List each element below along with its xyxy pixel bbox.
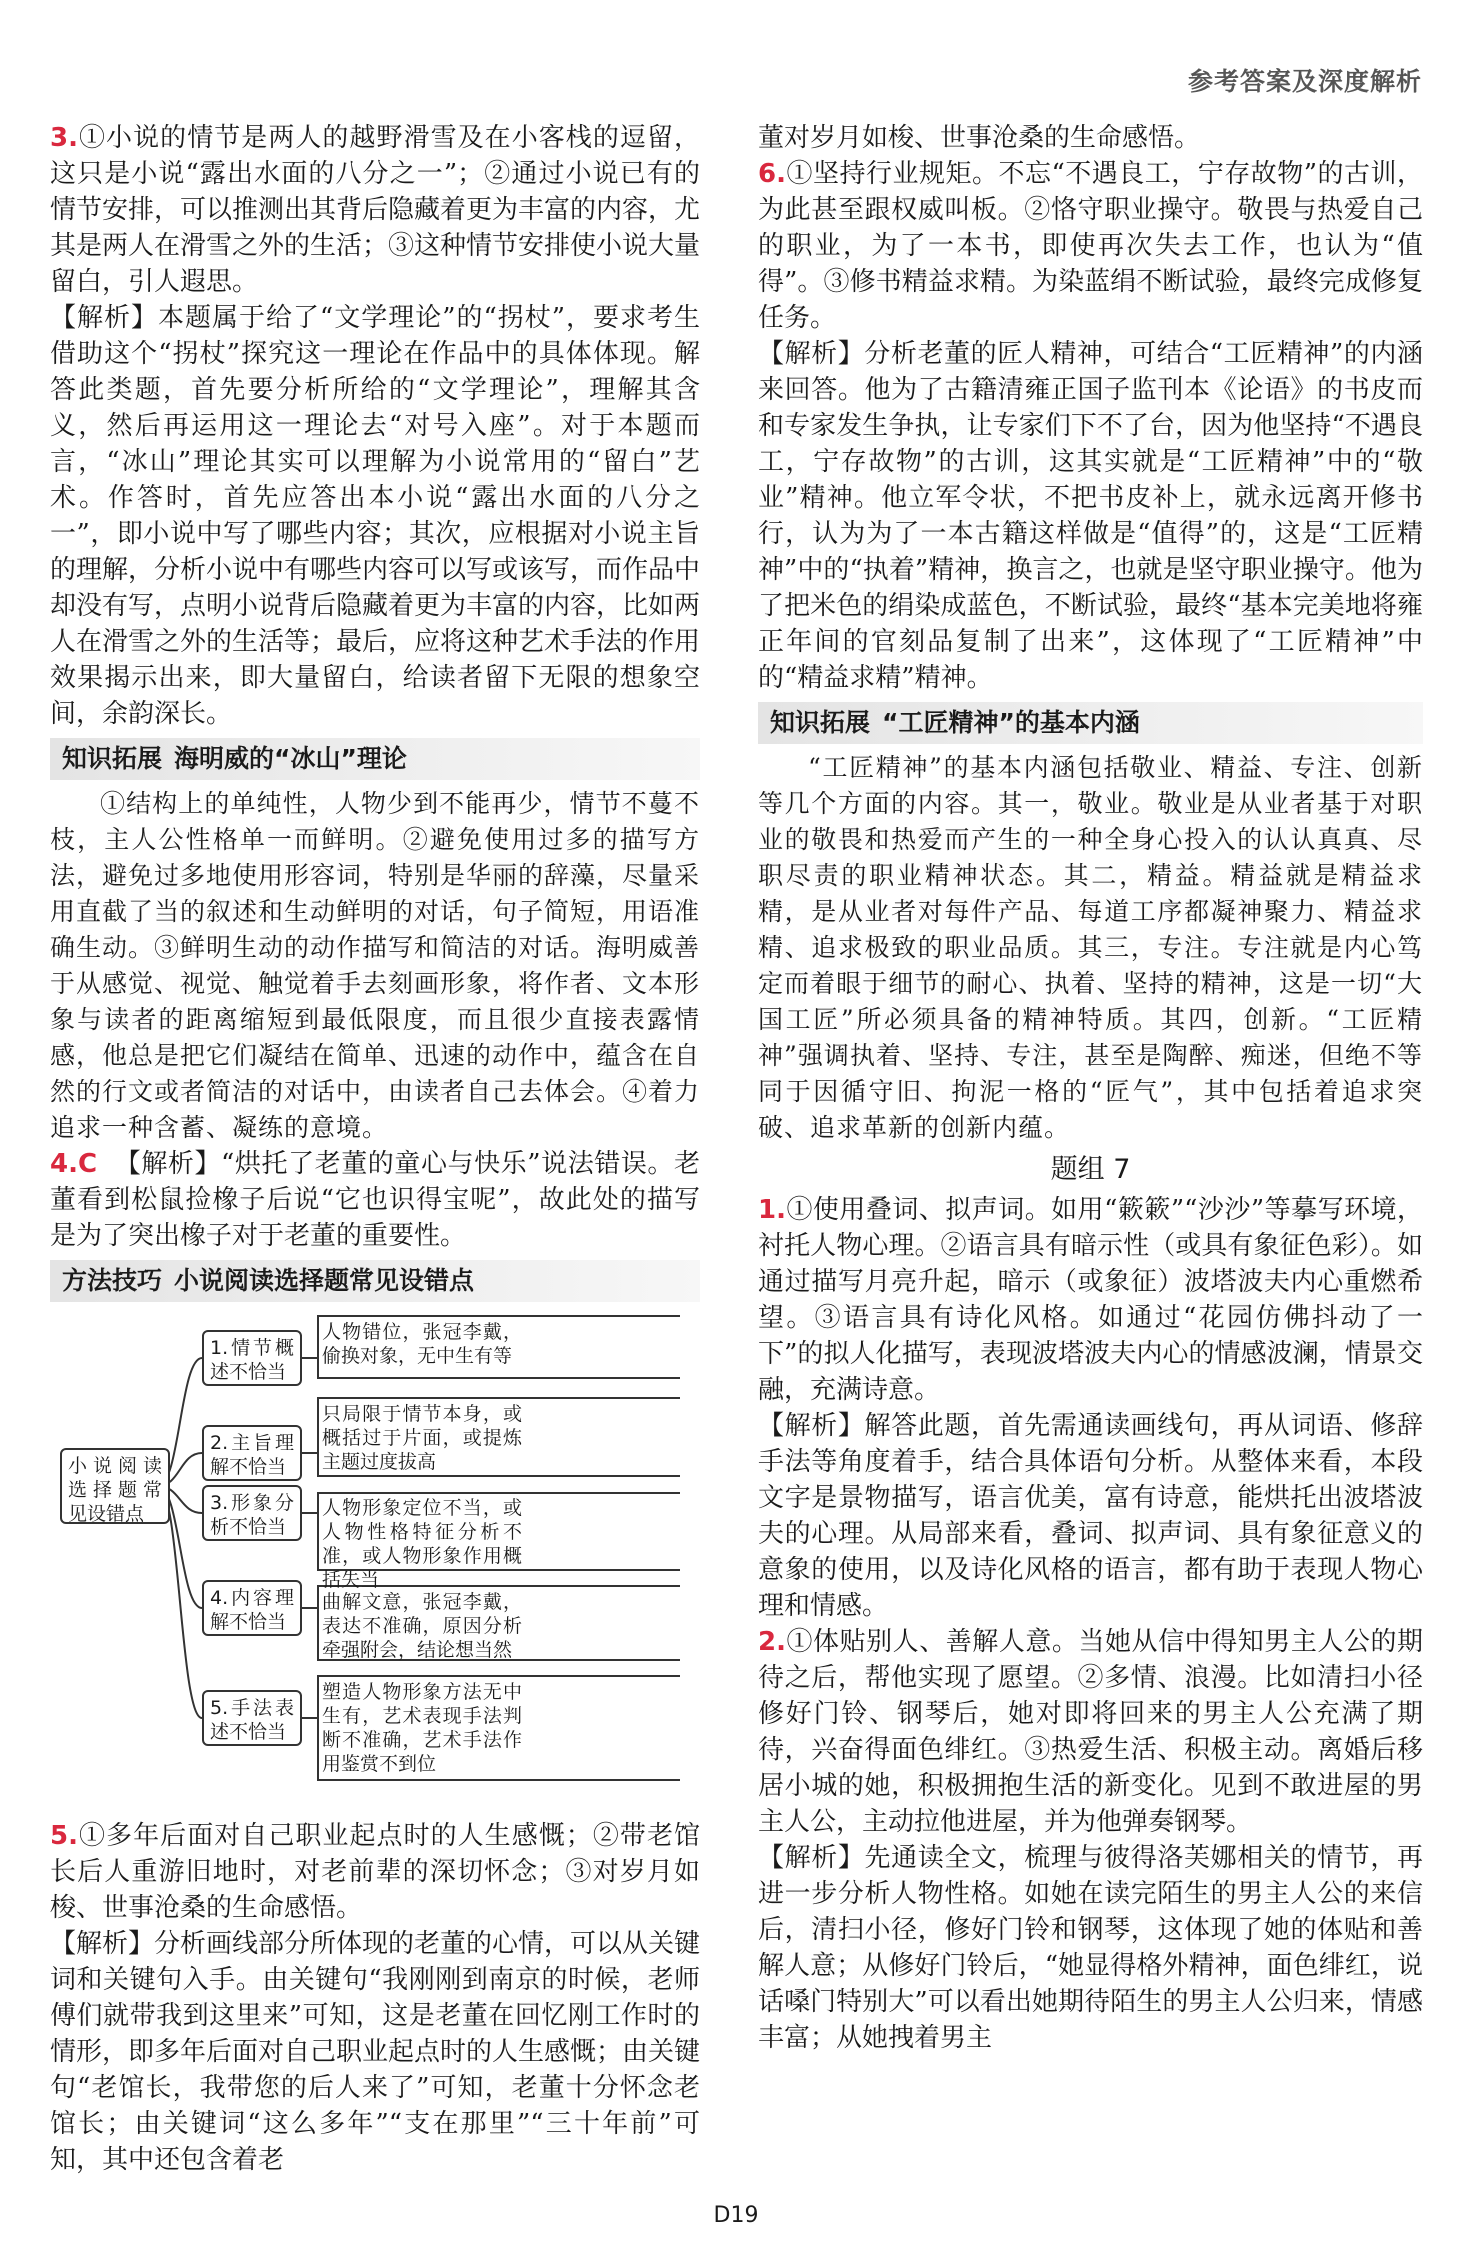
method-label: 方法技巧 [62, 1266, 163, 1295]
mindmap-branch-4: 4.内容理解不恰当 [202, 1580, 302, 1636]
mindmap-desc-1: 人物错位，张冠李戴，偷换对象，无中生有等 [322, 1321, 522, 1367]
g2-answer [758, 1624, 1423, 1840]
knowledge-title: “工匠精神”的基本内涵 [882, 708, 1140, 737]
left-column [50, 120, 700, 2178]
mindmap-desc-2: 只局限于情节本身，或概括过于片面，或提炼主题过度拔高 [322, 1403, 522, 1473]
knowledge-bar-craftsman [758, 702, 1423, 744]
q6-answer [758, 156, 1423, 336]
mindmap-desc-3: 人物形象定位不当，或人物性格特征分析不准，或人物形象作用概括失当 [322, 1497, 522, 1591]
method-title: 小说阅读选择题常见设错点 [174, 1266, 475, 1295]
mindmap-branch-3: 3.形象分析不恰当 [202, 1485, 302, 1541]
mindmap-branch-2: 2.主旨理解不恰当 [202, 1425, 302, 1481]
page-number: D19 [713, 2203, 759, 2228]
mindmap-desc-4: 曲解文意，张冠李戴，表达不准确，原因分析牵强附会，结论想当然 [322, 1591, 522, 1661]
g2-number: 2. [758, 1627, 786, 1657]
q5-answer-text: ①多年后面对自己职业起点时的人生感慨；②带老馆长后人重游旧地时，对老前辈的深切怀念；③对岁月如梭、世事沧桑的生命感悟。 [50, 1821, 700, 1923]
g2-answer-text: ①体贴别人、善解人意。当她从信中得知男主人公的期待之后，帮他实现了愿望。②多情、浪漫。比如清扫小径修好门铃、钢琴后，她对即将回来的男主人公充满了期待，兴奋得面色绯红。③热爱生活、积极主动。离婚后移居小城的她，积极拥抱生活的新变化。见到不敢进屋的男主人公，主动拉他进屋，并为他弹奏钢琴。 [758, 1627, 1423, 1837]
knowledge-title: 海明威的“冰山”理论 [174, 744, 407, 773]
q5-answer [50, 1818, 700, 1926]
mindmap-branch-1: 1.情节概述不恰当 [202, 1330, 302, 1386]
craftsman-spirit-text: “工匠精神”的基本内涵包括敬业、精益、专注、创新等几个方面的内容。其一，敬业。敬业是从业者基于对职业的敬畏和热爱而产生的一种全身心投入的认认真真、尽职尽责的职业精神状态。其二，精益。精益就是精益求精，是从业者对每件产品、每道工序都凝神聚力、精益求精、追求极致的职业品质。其三，专注。专注就是内心笃定而着眼于细节的耐心、执着、坚持的精神，这是一切“大国工匠”所必须具备的精神特质。其四，创新。“工匠精神”强调执着、坚持、专注，甚至是陶醉、痴迷，但绝不等同于因循守旧、拘泥一格的“匠气”，其中包括着追求突破、追求革新的创新内蕴。 [758, 753, 1423, 1142]
g2-analysis: 【解析】先通读全文，梳理与彼得洛芙娜相关的情节，再进一步分析人物性格。如她在读完陌生的男主人公的来信后，清扫小径，修好门铃和钢琴，这体现了她的体贴和善解人意；从修好门铃后，“她显得格外精神，面色绯红，说话嗓门特别大”可以看出她期待陌生的男主人公归来，情感丰富；从她拽着男主 [758, 1843, 1423, 2053]
g1-answer-text: ①使用叠词、拟声词。如用“簌簌”“沙沙”等摹写环境，衬托人物心理。②语言具有暗示性（或具有象征色彩）。如通过描写月亮升起，暗示（或象征）波塔波夫内心重燃希望。③语言具有诗化风格。如通过“花园仿佛抖动了一下”的拟人化描写，表现波塔波夫内心的情感波澜，情景交融，充满诗意。 [758, 1195, 1423, 1405]
q6-number: 6. [758, 159, 786, 189]
q3-number: 3. [50, 123, 78, 153]
g1-answer [758, 1192, 1423, 1408]
q3-answer-text: ①小说的情节是两人的越野滑雪及在小客栈的逗留，这只是小说“露出水面的八分之一”；②通过小说已有的情节安排，可以推测出其背后隐藏着更为丰富的内容，尤其是两人在滑雪之外的生活；③这种情节安排使小说大量留白，引人遐思。 [50, 123, 701, 297]
mindmap-branch-5: 5.手法表述不恰当 [202, 1690, 302, 1746]
group-title: 题组 7 [1050, 1154, 1131, 1185]
mindmap-diagram [50, 1308, 700, 1818]
q5-continued: 董对岁月如梭、世事沧桑的生命感悟。 [758, 123, 1201, 153]
g1-analysis: 【解析】解答此题，首先需通读画线句，再从词语、修辞手法等角度着手，结合具体语句分析。从整体来看，本段文字是景物描写，语言优美，富有诗意，能烘托出波塔波夫的心理。从局部来看，叠词、拟声词、具有象征意义的意象的使用，以及诗化风格的语言，都有助于表现人物心理和情感。 [758, 1411, 1423, 1621]
q4-analysis: 【解析】“烘托了老董的童心与快乐”说法错误。老董看到松鼠捡橡子后说“它也识得宝呢”，故此处的描写是为了突出橡子对于老董的重要性。 [50, 1149, 700, 1251]
q5-number: 5. [50, 1821, 78, 1851]
right-column [758, 120, 1423, 2056]
q6-analysis: 【解析】分析老董的匠人精神，可结合“工匠精神”的内涵来回答。他为了古籍清雍正国子监刊本《论语》的书皮而和专家发生争执，让专家们下不了台，因为他坚持“不遇良工，宁存故物”的古训，这其实就是“工匠精神”中的“敬业”精神。他立军令状，不把书皮补上，就永远离开修书行，认为为了一本古籍这样做是“值得”的，这是“工匠精神”中的“执着”精神，换言之，也就是坚守职业操守。他为了把米色的绢染成蓝色，不断试验，最终“基本完美地将雍正年间的官刻品复制了出来”，这体现了“工匠精神”中的“精益求精”精神。 [758, 339, 1423, 693]
method-bar [50, 1260, 700, 1302]
q6-answer-text: ①坚持行业规矩。不忘“不遇良工，宁存故物”的古训，为此甚至跟权威叫板。②恪守职业操守。敬畏与热爱自己的职业，为了一本书，即使再次失去工作，也认为“值得”。③修书精益求精。为染蓝绢不断试验，最终完成修复任务。 [758, 159, 1423, 333]
q3-analysis: 【解析】本题属于给了“文学理论”的“拐杖”，要求考生借助这个“拐杖”探究这一理论在作品中的具体体现。解答此类题，首先要分析所给的“文学理论”，理解其含义，然后再运用这一理论去“对号入座”。对于本题而言，“冰山”理论其实可以理解为小说常用的“留白”艺术。作答时，首先应答出本小说“露出水面的八分之一”，即小说中写了哪些内容；其次，应根据对小说主旨的理解，分析小说中有哪些内容可以写或该写，而作品中却没有写，点明小说背后隐藏着更为丰富的内容，比如两人在滑雪之外的生活等；最后，应将这种艺术手法的作用效果揭示出来，即大量留白，给读者留下无限的想象空间，余韵深长。 [50, 303, 701, 729]
mindmap-root: 小说阅读选择题常见设错点 [60, 1448, 170, 1524]
iceberg-theory-text: ①结构上的单纯性，人物少到不能再少，情节不蔓不枝，主人公性格单一而鲜明。②避免使用过多的描写方法，避免过多地使用形容词，特别是华丽的辞藻，尽量采用直截了当的叙述和生动鲜明的对话，句子简短，用语准确生动。③鲜明生动的动作描写和简洁的对话。海明威善于从感觉、视觉、触觉着手去刻画形象，将作者、文本形象与读者的距离缩短到最低限度，而且很少直接表露情感，他总是把它们凝结在简单、迅速的动作中，蕴含在自然的行文或者简洁的对话中，由读者自己去体会。④着力追求一种含蓄、凝练的意境。 [50, 789, 701, 1142]
q4-number: 4. [50, 1149, 78, 1179]
q4-choice: C [77, 1149, 98, 1179]
g1-number: 1. [758, 1195, 786, 1225]
mindmap-desc-5: 塑造人物形象方法无中生有，艺术表现手法判断不准确，艺术手法作用鉴赏不到位 [322, 1681, 522, 1775]
knowledge-label: 知识拓展 [770, 708, 871, 737]
page-header: 参考答案及深度解析 [1187, 67, 1422, 96]
knowledge-label: 知识拓展 [62, 744, 163, 773]
q5-analysis: 【解析】分析画线部分所体现的老董的心情，可以从关键词和关键句入手。由关键句“我刚刚到南京的时候，老师傅们就带我到这里来”可知，这是老董在回忆刚工作时的情形，即多年后面对自己职业起点时的人生感慨；由关键句“老馆长，我带您的后人来了”可知，老董十分怀念老馆长；由关键词“这么多年”“支在那里”“三十年前”可知，其中还包含着老 [50, 1929, 701, 2175]
q3-answer [50, 120, 700, 300]
knowledge-bar-iceberg [50, 738, 700, 780]
q4-answer [50, 1146, 700, 1254]
